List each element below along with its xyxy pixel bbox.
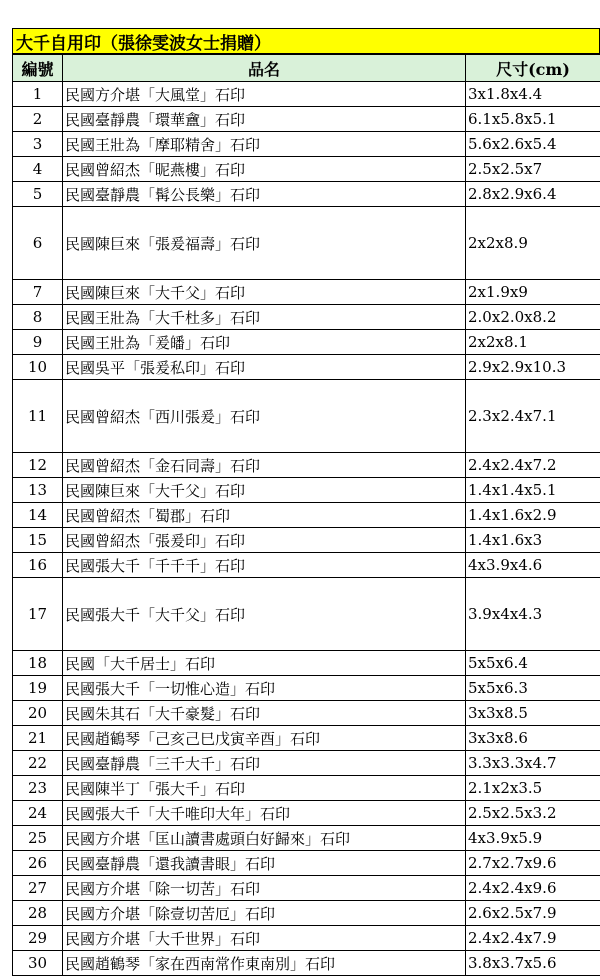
cell-name: 民國陳半丁「張大千」石印	[63, 776, 466, 801]
cell-number: 29	[13, 926, 63, 951]
cell-name: 民國王壯為「摩耶精舍」石印	[63, 132, 466, 157]
cell-number: 10	[13, 355, 63, 380]
cell-name: 民國王壯為「爰皤」石印	[63, 330, 466, 355]
cell-size: 2.8x2.9x6.4	[466, 182, 600, 207]
cell-number: 16	[13, 553, 63, 578]
table-row	[13, 157, 600, 182]
cell-number: 26	[13, 851, 63, 876]
cell-size: 2.5x2.5x7	[466, 157, 600, 182]
cell-name: 民國方介堪「除壹切苦厄」石印	[63, 901, 466, 926]
cell-number: 23	[13, 776, 63, 801]
cell-number: 14	[13, 503, 63, 528]
cell-size: 2.4x2.4x7.2	[466, 453, 600, 478]
cell-name: 民國張大千「一切惟心造」石印	[63, 676, 466, 701]
table-row	[13, 776, 600, 801]
table-row	[13, 207, 600, 280]
cell-name: 民國臺靜農「還我讀書眼」石印	[63, 851, 466, 876]
cell-size: 1.4x1.6x2.9	[466, 503, 600, 528]
table-row	[13, 182, 600, 207]
table-row	[13, 553, 600, 578]
table-row	[13, 528, 600, 553]
cell-number: 7	[13, 280, 63, 305]
cell-size: 3.9x4x4.3	[466, 578, 600, 651]
cell-number: 6	[13, 207, 63, 280]
table-row	[13, 453, 600, 478]
table-row	[13, 676, 600, 701]
cell-size: 4x3.9x5.9	[466, 826, 600, 851]
cell-size: 2.3x2.4x7.1	[466, 380, 600, 453]
table-row	[13, 478, 600, 503]
seal-table	[12, 54, 600, 976]
spreadsheet	[12, 28, 600, 976]
cell-size: 6.1x5.8x5.1	[466, 107, 600, 132]
table-row	[13, 951, 600, 976]
cell-number: 15	[13, 528, 63, 553]
cell-number: 27	[13, 876, 63, 901]
cell-size: 2x1.9x9	[466, 280, 600, 305]
cell-size: 3x1.8x4.4	[466, 82, 600, 107]
column-header-size: 尺寸(cm)	[466, 55, 600, 82]
cell-name: 民國王壯為「大千杜多」石印	[63, 305, 466, 330]
column-header-name: 品名	[63, 55, 466, 82]
table-row	[13, 901, 600, 926]
cell-size: 1.4x1.6x3	[466, 528, 600, 553]
cell-size: 5.6x2.6x5.4	[466, 132, 600, 157]
cell-name: 民國張大千「大千父」石印	[63, 578, 466, 651]
cell-name: 民國曾紹杰「張爰印」石印	[63, 528, 466, 553]
cell-name: 民國陳巨來「張爰福壽」石印	[63, 207, 466, 280]
cell-number: 18	[13, 651, 63, 676]
cell-number: 19	[13, 676, 63, 701]
cell-size: 2.5x2.5x3.2	[466, 801, 600, 826]
table-row	[13, 82, 600, 107]
cell-number: 20	[13, 701, 63, 726]
cell-name: 民國陳巨來「大千父」石印	[63, 478, 466, 503]
table-row	[13, 280, 600, 305]
cell-name: 民國臺靜農「髯公長樂」石印	[63, 182, 466, 207]
cell-size: 3x3x8.6	[466, 726, 600, 751]
cell-size: 5x5x6.4	[466, 651, 600, 676]
cell-number: 17	[13, 578, 63, 651]
cell-name: 民國方介堪「大風堂」石印	[63, 82, 466, 107]
cell-number: 24	[13, 801, 63, 826]
cell-size: 3x3x8.5	[466, 701, 600, 726]
cell-number: 4	[13, 157, 63, 182]
cell-size: 5x5x6.3	[466, 676, 600, 701]
cell-name: 民國方介堪「匡山讀書處頭白好歸來」石印	[63, 826, 466, 851]
cell-size: 3.3x3.3x4.7	[466, 751, 600, 776]
cell-name: 民國吳平「張爰私印」石印	[63, 355, 466, 380]
cell-name: 民國趙鶴琴「家在西南常作東南別」石印	[63, 951, 466, 976]
table-row	[13, 651, 600, 676]
cell-size: 1.4x1.4x5.1	[466, 478, 600, 503]
cell-number: 1	[13, 82, 63, 107]
table-row	[13, 355, 600, 380]
cell-name: 民國方介堪「除一切苦」石印	[63, 876, 466, 901]
table-row	[13, 107, 600, 132]
cell-size: 2.0x2.0x8.2	[466, 305, 600, 330]
cell-number: 11	[13, 380, 63, 453]
cell-number: 12	[13, 453, 63, 478]
cell-name: 民國張大千「千千千」石印	[63, 553, 466, 578]
cell-number: 2	[13, 107, 63, 132]
cell-number: 25	[13, 826, 63, 851]
table-row	[13, 801, 600, 826]
cell-number: 9	[13, 330, 63, 355]
cell-name: 民國臺靜農「三千大千」石印	[63, 751, 466, 776]
table-row	[13, 305, 600, 330]
cell-name: 民國趙鶴琴「己亥己巳戊寅辛酉」石印	[63, 726, 466, 751]
cell-name: 民國曾紹杰「蜀郡」石印	[63, 503, 466, 528]
table-row	[13, 876, 600, 901]
table-body	[13, 82, 600, 976]
cell-name: 民國曾紹杰「金石同壽」石印	[63, 453, 466, 478]
cell-name: 民國臺靜農「環華盦」石印	[63, 107, 466, 132]
table-row	[13, 701, 600, 726]
cell-size: 2x2x8.9	[466, 207, 600, 280]
table-row	[13, 132, 600, 157]
cell-size: 4x3.9x4.6	[466, 553, 600, 578]
cell-number: 3	[13, 132, 63, 157]
table-row	[13, 726, 600, 751]
cell-number: 8	[13, 305, 63, 330]
cell-size: 2.4x2.4x9.6	[466, 876, 600, 901]
cell-number: 22	[13, 751, 63, 776]
cell-number: 30	[13, 951, 63, 976]
cell-size: 2.7x2.7x9.6	[466, 851, 600, 876]
cell-name: 民國曾紹杰「昵燕樓」石印	[63, 157, 466, 182]
cell-size: 2x2x8.1	[466, 330, 600, 355]
cell-name: 民國陳巨來「大千父」石印	[63, 280, 466, 305]
cell-size: 2.1x2x3.5	[466, 776, 600, 801]
cell-number: 28	[13, 901, 63, 926]
cell-number: 13	[13, 478, 63, 503]
table-row	[13, 826, 600, 851]
table-row	[13, 851, 600, 876]
header-row	[13, 55, 600, 82]
cell-name: 民國方介堪「大千世界」石印	[63, 926, 466, 951]
table-row	[13, 503, 600, 528]
cell-name: 民國「大千居士」石印	[63, 651, 466, 676]
table-row	[13, 926, 600, 951]
cell-size: 2.6x2.5x7.9	[466, 901, 600, 926]
cell-name: 民國張大千「大千唯印大年」石印	[63, 801, 466, 826]
table-row	[13, 578, 600, 651]
table-row	[13, 751, 600, 776]
table-row	[13, 330, 600, 355]
cell-number: 5	[13, 182, 63, 207]
sheet-title: 大千自用印（張徐雯波女士捐贈）	[12, 28, 600, 54]
column-header-no: 編號	[13, 55, 63, 82]
cell-size: 2.9x2.9x10.3	[466, 355, 600, 380]
table-row	[13, 380, 600, 453]
cell-name: 民國曾紹杰「西川張爰」石印	[63, 380, 466, 453]
cell-number: 21	[13, 726, 63, 751]
cell-size: 2.4x2.4x7.9	[466, 926, 600, 951]
cell-name: 民國朱其石「大千豪髮」石印	[63, 701, 466, 726]
cell-size: 3.8x3.7x5.6	[466, 951, 600, 976]
